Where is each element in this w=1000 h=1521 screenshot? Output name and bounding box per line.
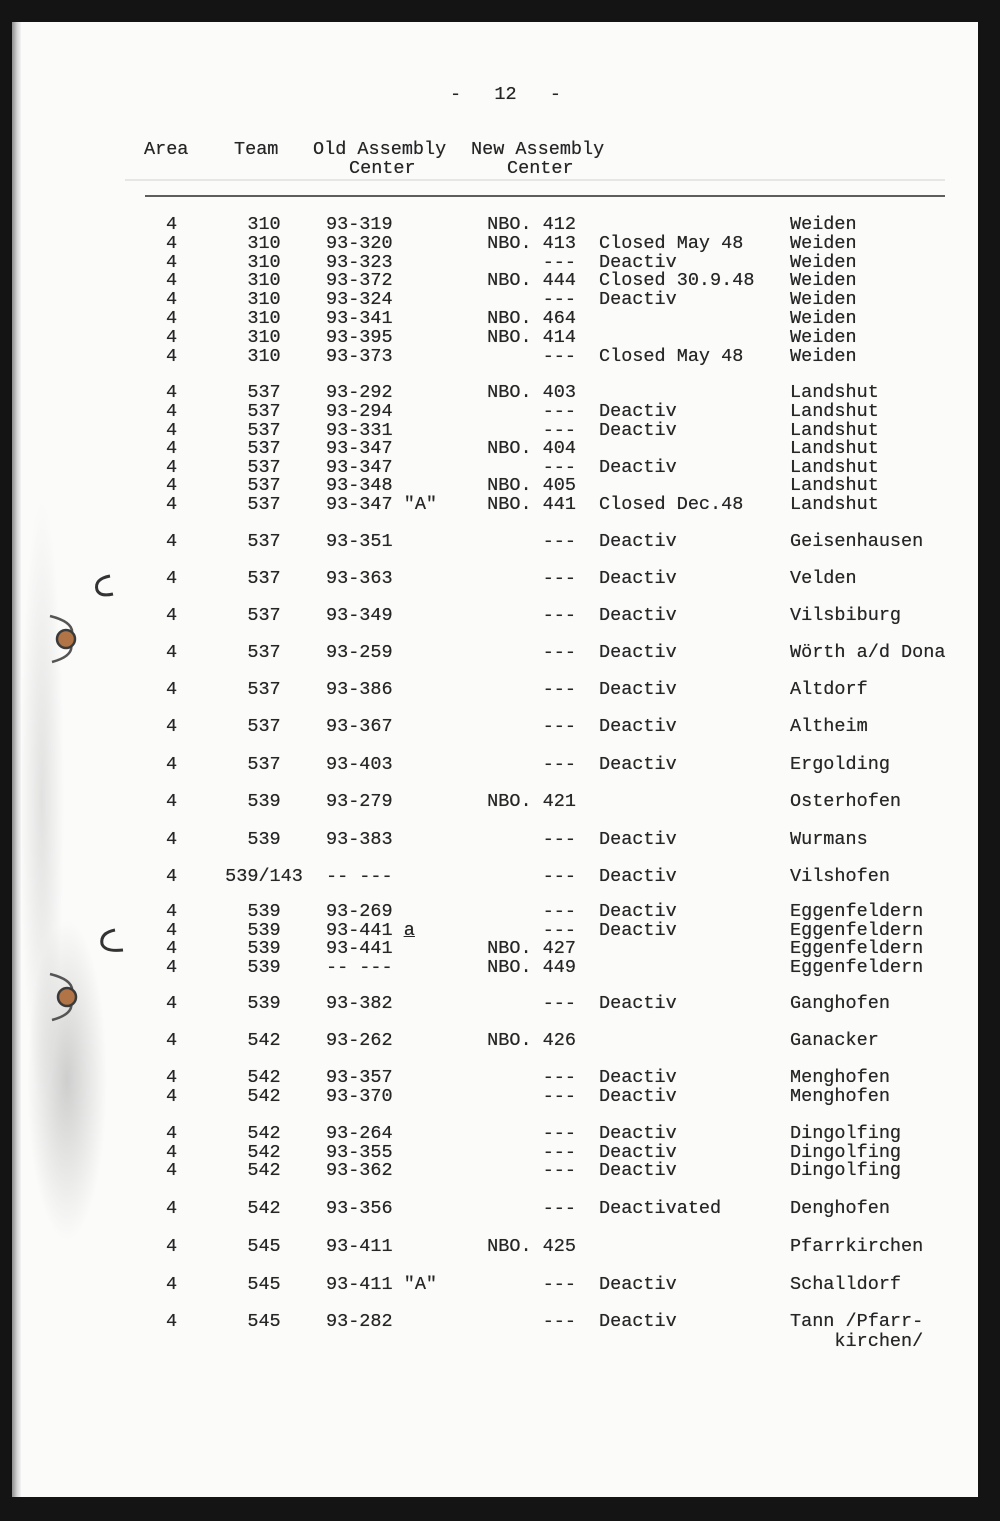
new-assembly-cell: NBO. 441 — [487, 494, 576, 515]
new-assembly-cell: --- — [542, 252, 576, 273]
new-assembly-cell: NBO. 426 — [487, 1030, 576, 1051]
area-cell: 4 — [166, 1086, 178, 1107]
new-assembly-cell: NBO. 413 — [487, 233, 576, 254]
area-cell: 4 — [166, 829, 178, 850]
header-area: Area — [144, 139, 189, 160]
status-cell: Deactiv — [599, 866, 677, 887]
team-cell: 537 — [247, 568, 281, 589]
area-cell: 4 — [166, 420, 178, 441]
old-assembly-cell: 93-373 — [326, 346, 393, 367]
old-assembly-cell: 93-341 — [326, 308, 393, 329]
table-row — [0, 1125, 1000, 1143]
table-row — [0, 1276, 1000, 1294]
location-cell: Landshut — [790, 457, 879, 478]
area-cell: 4 — [166, 382, 178, 403]
area-cell: 4 — [166, 346, 178, 367]
location-cell: Eggenfeldern — [790, 957, 924, 978]
status-cell: Deactiv — [599, 1311, 677, 1332]
status-cell: Closed 30.9.48 — [599, 270, 755, 291]
area-cell: 4 — [166, 791, 178, 812]
table-row — [0, 1162, 1000, 1180]
status-cell: Deactiv — [599, 568, 677, 589]
location-cell: Osterhofen — [790, 791, 902, 812]
old-assembly-cell: 93-372 — [326, 270, 393, 291]
status-cell: Deactiv — [599, 642, 677, 663]
new-assembly-cell: --- — [542, 642, 576, 663]
old-assembly-cell: 93-357 — [326, 1067, 393, 1088]
table-row — [0, 903, 1000, 921]
table-row — [0, 940, 1000, 958]
new-assembly-cell: --- — [542, 920, 576, 941]
old-assembly-cell: 93-382 — [326, 993, 393, 1014]
old-assembly-cell: 93-279 — [326, 791, 393, 812]
old-assembly-cell: -- --- — [326, 957, 393, 978]
location-cell: Menghofen — [790, 1067, 890, 1088]
location-cell: Landshut — [790, 438, 879, 459]
location-cell: Ganacker — [790, 1030, 879, 1051]
area-cell: 4 — [166, 289, 178, 310]
old-assembly-cell: 93-348 — [326, 475, 393, 496]
area-cell: 4 — [166, 494, 178, 515]
area-cell: 4 — [166, 1142, 178, 1163]
table-row — [0, 959, 1000, 977]
table-row — [0, 868, 1000, 886]
team-cell: 537 — [247, 642, 281, 663]
team-cell: 310 — [247, 252, 281, 273]
table-row — [0, 329, 1000, 347]
old-assembly-cell: 93-264 — [326, 1123, 393, 1144]
area-cell: 4 — [166, 327, 178, 348]
old-assembly-cell: 93-441 — [326, 938, 393, 959]
team-cell: 539/143 — [225, 866, 303, 887]
area-cell: 4 — [166, 866, 178, 887]
location-cell: Weiden — [790, 252, 857, 273]
area-cell: 4 — [166, 270, 178, 291]
table-row — [0, 1032, 1000, 1050]
new-assembly-cell: NBO. 412 — [487, 214, 576, 235]
area-cell: 4 — [166, 1311, 178, 1332]
status-cell: Deactiv — [599, 252, 677, 273]
team-cell: 539 — [247, 957, 281, 978]
team-cell: 545 — [247, 1236, 281, 1257]
old-assembly-number: 93-441 — [326, 920, 393, 941]
status-cell: Closed May 48 — [599, 346, 744, 367]
team-cell: 537 — [247, 679, 281, 700]
team-cell: 542 — [247, 1198, 281, 1219]
area-cell: 4 — [166, 1030, 178, 1051]
team-cell: 537 — [247, 420, 281, 441]
team-cell: 537 — [247, 494, 281, 515]
team-cell: 539 — [247, 920, 281, 941]
old-assembly-cell: 93-355 — [326, 1142, 393, 1163]
new-assembly-cell: --- — [542, 401, 576, 422]
new-assembly-cell: --- — [542, 346, 576, 367]
table-row — [0, 793, 1000, 811]
status-cell: Deactiv — [599, 1086, 677, 1107]
status-cell: Deactiv — [599, 531, 677, 552]
location-cell: Menghofen — [790, 1086, 890, 1107]
area-cell: 4 — [166, 568, 178, 589]
location-cell: Weiden — [790, 346, 857, 367]
location-cell: Eggenfeldern — [790, 901, 924, 922]
new-assembly-cell: --- — [542, 716, 576, 737]
table-row — [0, 995, 1000, 1013]
table-row — [0, 291, 1000, 309]
new-assembly-cell: --- — [542, 1198, 576, 1219]
area-cell: 4 — [166, 901, 178, 922]
header-old-assembly: Old Assembly — [313, 139, 447, 160]
team-cell: 539 — [247, 993, 281, 1014]
old-assembly-cell: 93-269 — [326, 901, 393, 922]
status-cell: Deactiv — [599, 420, 677, 441]
location-cell: Weiden — [790, 270, 857, 291]
team-cell: 539 — [247, 791, 281, 812]
new-assembly-cell: NBO. 427 — [487, 938, 576, 959]
table-row — [0, 496, 1000, 514]
location-cell: Eggenfeldern — [790, 920, 924, 941]
team-cell: 537 — [247, 605, 281, 626]
new-assembly-cell: --- — [542, 1311, 576, 1332]
table-row — [0, 440, 1000, 458]
location-cell: Eggenfeldern — [790, 938, 924, 959]
new-assembly-cell: --- — [542, 866, 576, 887]
new-assembly-cell: --- — [542, 457, 576, 478]
new-assembly-cell: --- — [542, 605, 576, 626]
location-cell: Vilsbiburg — [790, 605, 902, 626]
table-row — [0, 533, 1000, 551]
new-assembly-cell: --- — [542, 901, 576, 922]
team-cell: 310 — [247, 233, 281, 254]
team-cell: 537 — [247, 531, 281, 552]
table-row — [0, 607, 1000, 625]
team-cell: 310 — [247, 270, 281, 291]
status-cell: Deactiv — [599, 605, 677, 626]
location-cell: Landshut — [790, 382, 879, 403]
location-cell: Weiden — [790, 327, 857, 348]
old-assembly-note: a — [403, 920, 415, 941]
location-cell: Weiden — [790, 233, 857, 254]
old-assembly-cell: 93-294 — [326, 401, 393, 422]
area-cell: 4 — [166, 716, 178, 737]
area-cell: 4 — [166, 1198, 178, 1219]
location-cell: Altdorf — [790, 679, 868, 700]
new-assembly-cell: NBO. 404 — [487, 438, 576, 459]
area-cell: 4 — [166, 233, 178, 254]
status-cell: Deactiv — [599, 679, 677, 700]
old-assembly-cell: 93-351 — [326, 531, 393, 552]
table-row — [0, 272, 1000, 290]
new-assembly-cell: NBO. 403 — [487, 382, 576, 403]
area-cell: 4 — [166, 993, 178, 1014]
status-cell: Closed Dec.48 — [599, 494, 744, 515]
new-assembly-cell: NBO. 449 — [487, 957, 576, 978]
team-cell: 537 — [247, 475, 281, 496]
table-row — [0, 1311, 1000, 1352]
location-cell: Denghofen — [790, 1198, 890, 1219]
location-cell: Velden — [790, 568, 857, 589]
team-cell: 542 — [247, 1086, 281, 1107]
status-cell: Deactiv — [599, 754, 677, 775]
status-cell: Deactiv — [599, 993, 677, 1014]
area-cell: 4 — [166, 754, 178, 775]
location-cell: Dingolfing — [790, 1160, 902, 1181]
old-assembly-cell: 93-386 — [326, 679, 393, 700]
area-cell: 4 — [166, 938, 178, 959]
old-assembly-cell: 93-383 — [326, 829, 393, 850]
header-new-assembly: New Assembly — [471, 139, 605, 160]
location-cell: Vilshofen — [790, 866, 890, 887]
team-cell: 537 — [247, 382, 281, 403]
old-assembly-cell: 93-347 "A" — [326, 494, 438, 515]
table-row — [0, 310, 1000, 328]
area-cell: 4 — [166, 1274, 178, 1295]
team-cell: 310 — [247, 214, 281, 235]
old-assembly-cell: 93-320 — [326, 233, 393, 254]
page-number: - 12 - — [450, 84, 562, 105]
new-assembly-cell: --- — [542, 993, 576, 1014]
status-cell: Deactiv — [599, 1160, 677, 1181]
table-row — [0, 1069, 1000, 1087]
table-row — [0, 1200, 1000, 1218]
table-row — [0, 235, 1000, 253]
status-cell: Deactiv — [599, 829, 677, 850]
location-line-1: Tann /Pfarr- — [790, 1311, 924, 1332]
status-cell: Deactiv — [599, 457, 677, 478]
team-cell: 310 — [247, 289, 281, 310]
area-cell: 4 — [166, 438, 178, 459]
new-assembly-cell: NBO. 464 — [487, 308, 576, 329]
new-assembly-cell: NBO. 414 — [487, 327, 576, 348]
team-cell: 537 — [247, 457, 281, 478]
header-old-center: Center — [349, 158, 416, 179]
new-assembly-cell: --- — [542, 1123, 576, 1144]
table-row — [0, 718, 1000, 736]
location-cell: Landshut — [790, 420, 879, 441]
table-row — [0, 570, 1000, 588]
team-cell: 310 — [247, 346, 281, 367]
table-row — [0, 403, 1000, 421]
area-cell: 4 — [166, 957, 178, 978]
team-cell: 537 — [247, 438, 281, 459]
status-cell: Deactivated — [599, 1198, 722, 1219]
location-cell: Dingolfing — [790, 1123, 902, 1144]
old-assembly-cell: 93-347 — [326, 438, 393, 459]
area-cell: 4 — [166, 308, 178, 329]
team-cell: 539 — [247, 938, 281, 959]
area-cell: 4 — [166, 1160, 178, 1181]
status-cell: Deactiv — [599, 401, 677, 422]
new-assembly-cell: --- — [542, 568, 576, 589]
old-assembly-cell: 93-331 — [326, 420, 393, 441]
old-assembly-cell: 93-367 — [326, 716, 393, 737]
old-assembly-cell: 93-319 — [326, 214, 393, 235]
location-cell: Landshut — [790, 475, 879, 496]
location-cell: Altheim — [790, 716, 868, 737]
area-cell: 4 — [166, 1067, 178, 1088]
location-cell: Ergolding — [790, 754, 890, 775]
new-assembly-cell: --- — [542, 1160, 576, 1181]
team-cell: 542 — [247, 1123, 281, 1144]
location-cell: Wörth a/d Dona — [790, 642, 946, 663]
team-cell: 542 — [247, 1067, 281, 1088]
new-assembly-cell: NBO. 405 — [487, 475, 576, 496]
area-cell: 4 — [166, 214, 178, 235]
old-assembly-cell: 93-347 — [326, 457, 393, 478]
old-assembly-cell: 93-363 — [326, 568, 393, 589]
new-assembly-cell: --- — [542, 1086, 576, 1107]
area-cell: 4 — [166, 1236, 178, 1257]
new-assembly-cell: --- — [542, 289, 576, 310]
team-cell: 545 — [247, 1274, 281, 1295]
team-cell: 542 — [247, 1030, 281, 1051]
table-row — [0, 348, 1000, 366]
old-assembly-cell: 93-259 — [326, 642, 393, 663]
area-cell: 4 — [166, 252, 178, 273]
area-cell: 4 — [166, 679, 178, 700]
status-cell: Deactiv — [599, 289, 677, 310]
team-cell: 539 — [247, 829, 281, 850]
location-cell: Pfarrkirchen — [790, 1236, 924, 1257]
area-cell: 4 — [166, 642, 178, 663]
status-cell: Deactiv — [599, 920, 677, 941]
location-cell: Schalldorf — [790, 1274, 902, 1295]
old-assembly-cell: 93-262 — [326, 1030, 393, 1051]
team-cell: 310 — [247, 308, 281, 329]
location-cell: Wurmans — [790, 829, 868, 850]
team-cell: 539 — [247, 901, 281, 922]
status-cell: Deactiv — [599, 1142, 677, 1163]
area-cell: 4 — [166, 920, 178, 941]
table-row — [0, 216, 1000, 234]
new-assembly-cell: --- — [542, 1067, 576, 1088]
old-assembly-cell: -- --- — [326, 866, 393, 887]
old-assembly-cell: 93-362 — [326, 1160, 393, 1181]
location-cell: Dingolfing — [790, 1142, 902, 1163]
table-row — [0, 831, 1000, 849]
team-cell: 310 — [247, 327, 281, 348]
new-assembly-cell: NBO. 425 — [487, 1236, 576, 1257]
new-assembly-cell: NBO. 444 — [487, 270, 576, 291]
table-row — [0, 477, 1000, 495]
status-cell: Deactiv — [599, 901, 677, 922]
table-row — [0, 644, 1000, 662]
team-cell: 542 — [247, 1160, 281, 1181]
new-assembly-cell: --- — [542, 531, 576, 552]
location-cell — [790, 1313, 923, 1351]
header-team: Team — [234, 139, 279, 160]
location-line-2: kirchen/ — [834, 1331, 924, 1352]
old-assembly-cell: 93-370 — [326, 1086, 393, 1107]
area-cell: 4 — [166, 475, 178, 496]
table-row — [0, 1238, 1000, 1256]
area-cell: 4 — [166, 1123, 178, 1144]
team-cell: 545 — [247, 1311, 281, 1332]
old-assembly-cell: 93-324 — [326, 289, 393, 310]
area-cell: 4 — [166, 531, 178, 552]
old-assembly-cell: 93-411 "A" — [326, 1274, 438, 1295]
location-cell: Weiden — [790, 214, 857, 235]
location-cell: Landshut — [790, 494, 879, 515]
location-cell: Landshut — [790, 401, 879, 422]
team-cell: 537 — [247, 754, 281, 775]
status-cell: Deactiv — [599, 1067, 677, 1088]
old-assembly-cell: 93-323 — [326, 252, 393, 273]
table-row — [0, 384, 1000, 402]
old-assembly-cell: 93-395 — [326, 327, 393, 348]
new-assembly-cell: --- — [542, 420, 576, 441]
area-cell: 4 — [166, 401, 178, 422]
location-cell: Ganghofen — [790, 993, 890, 1014]
new-assembly-cell: NBO. 421 — [487, 791, 576, 812]
area-cell: 4 — [166, 457, 178, 478]
status-cell: Deactiv — [599, 1274, 677, 1295]
header-new-center: Center — [507, 158, 574, 179]
team-cell: 542 — [247, 1142, 281, 1163]
table-row — [0, 681, 1000, 699]
team-cell: 537 — [247, 401, 281, 422]
new-assembly-cell: --- — [542, 754, 576, 775]
new-assembly-cell: --- — [542, 679, 576, 700]
new-assembly-cell: --- — [542, 829, 576, 850]
status-cell: Deactiv — [599, 716, 677, 737]
location-cell: Geisenhausen — [790, 531, 924, 552]
area-cell: 4 — [166, 605, 178, 626]
old-assembly-cell: 93-349 — [326, 605, 393, 626]
location-cell: Weiden — [790, 308, 857, 329]
old-assembly-cell: 93-292 — [326, 382, 393, 403]
team-cell: 537 — [247, 716, 281, 737]
location-cell: Weiden — [790, 289, 857, 310]
old-assembly-cell: 93-403 — [326, 754, 393, 775]
table-row — [0, 756, 1000, 774]
status-cell: Deactiv — [599, 1123, 677, 1144]
table-row — [0, 1088, 1000, 1106]
old-assembly-cell: 93-411 — [326, 1236, 393, 1257]
status-cell: Closed May 48 — [599, 233, 744, 254]
old-assembly-cell: 93-356 — [326, 1198, 393, 1219]
new-assembly-cell: --- — [542, 1274, 576, 1295]
old-assembly-cell: 93-282 — [326, 1311, 393, 1332]
new-assembly-cell: --- — [542, 1142, 576, 1163]
